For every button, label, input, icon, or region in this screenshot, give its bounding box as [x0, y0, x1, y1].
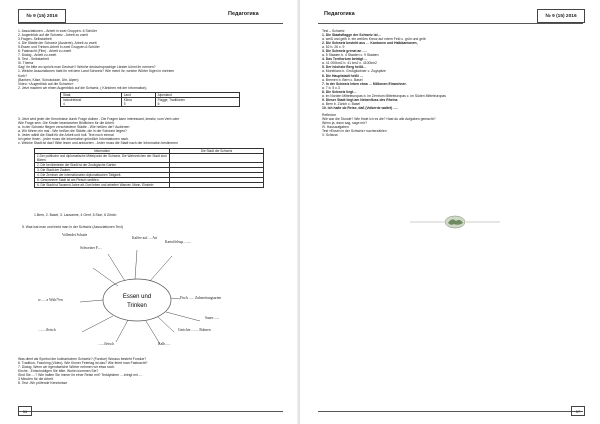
table-row [35, 183, 264, 188]
text-line: 5.Essen und Trinken-Arbeit in zwei Gruppen-6 Schüler [18, 45, 100, 50]
mindmap-word: Sauer....... [205, 316, 220, 320]
country-facts-table [60, 92, 240, 107]
table-row [35, 154, 264, 163]
page-number: 57 [571, 406, 585, 416]
text-line: Was dient als Symbol der kulinarischen Schweiz? (Fondue) Woraus besteht Fondue? [18, 357, 147, 361]
header-rule [18, 23, 283, 24]
ornament-divider [410, 214, 500, 230]
text-line: 1. Welche Assoziationen habt ihr mit dem Land Schweiz? Wie meint ihr, welche Wörter fügen in meinem [18, 69, 175, 74]
page-number: 56 [18, 406, 32, 416]
text-line: 3 Minuten für die Arbeit [18, 377, 53, 382]
table-header-cell: Information [35, 149, 170, 154]
text-line: Video: «Augenblick auf die Schweiz» [18, 81, 74, 86]
text-line: III. Thema [18, 61, 34, 66]
table-header-cell: Die Stadt der Schweiz [170, 149, 264, 154]
test-line: Wenn ja, dann sag, sage mir? [322, 121, 367, 126]
test-question: 5. Der höchste Berg heißt… [322, 65, 367, 70]
table-header-cell: Staat [61, 93, 122, 98]
test-line: a. weiß und gelb b. ein weißes Kreuz auf rotem Feld c. grün und gelb [322, 37, 426, 42]
text-line: Korb? [18, 73, 28, 78]
test-line: a. 5 Staaten b. 4 Staaten c. 9 Staaten [322, 53, 379, 58]
mindmap-word: w.......e Wüh??en [38, 298, 63, 302]
right-page [300, 0, 600, 424]
test-question: 8. Die Schweiz liegt… [322, 89, 357, 94]
text-line: 4. Die Städte der Schweiz (Austerie)- Arbeit zu zweit [18, 41, 97, 46]
swiss-test-text [322, 29, 582, 137]
test-question: 9. Dieser Stadt liegt am Nebenfluss des Rheins [322, 97, 398, 102]
table-cell: 4. Die Zentrum der internationalen diplomatischen Tätigkeit. [35, 173, 170, 178]
mindmap-center-bubble [103, 279, 171, 321]
test-line: Test «Essen in der Schweiz» nacherzählen [322, 129, 387, 134]
mindmap-word: .......fleisch [98, 342, 114, 346]
test-line: V. Schluss [322, 133, 338, 138]
exercises-6-8-text [18, 357, 283, 385]
header-rule [318, 23, 583, 24]
test-question: 7. In der Schweiz leben etwa … Millionen Einwohner. [322, 81, 407, 86]
footer-rule [18, 411, 283, 412]
text-line: 7. Dialog - Arbeit zu zweit [18, 53, 57, 58]
table-cell: Flagge, Traditionen 6 [155, 98, 239, 107]
cities-table [34, 148, 264, 188]
test-line: IV. Hausaufgaben [322, 125, 349, 130]
test-line: a. 52 b. 26 c. 9 [322, 45, 345, 50]
table-cell [170, 154, 264, 163]
mindmap-center-line2: Trinken [127, 303, 147, 309]
mindmap-word: Gerichte ........ Bohnen [178, 328, 211, 332]
journal-name: Педагогика [228, 11, 259, 17]
issue-number-box: № 9 (15) 2016 [537, 9, 585, 23]
text-line: a. Wir führen ein mal - Wie heißen die Städte, die in der Schweiz liegen? [18, 129, 127, 134]
test-line: a. Bremen b. Bern c. Basel [322, 77, 363, 82]
table-cell [170, 183, 264, 188]
text-line: Wie Frage sein. Die Kinder beantworten Bildfichen für die Arbeit. [18, 121, 115, 126]
journal-name: Педагогика [324, 11, 355, 17]
right-header [318, 9, 583, 23]
lesson-plan-list [18, 29, 283, 90]
text-line: 6. Tradition- Fasching (Video). Wie Kinner Feiertag ist das? Wie feiert man Fastnacht? [18, 361, 148, 366]
mindmap-center-line1: Essen und [122, 294, 152, 300]
test-line: Test – Schweiz [322, 29, 345, 33]
mindmap-word: .........fleisch [38, 328, 56, 332]
table-cell: 6. Die Stadt ist Tausend Jahre alt. Dort leben und arbeiten Wanner, Mann, Einstein [35, 183, 170, 188]
test-line: Reflexion [322, 112, 337, 117]
text-line: 3.Fragen- Selbstarbeit [18, 37, 52, 42]
answer-key: 1.Bern, 2. Basel, 3. Lausanne, 4 Genf, 5.Sion, 6 Zürich [34, 213, 117, 217]
text-line: 6. Fastnacht (Film) - Arbeit zu zweit [18, 49, 72, 54]
mindmap-title: 5. Was isst man und trinkt man in der Schweiz (Assoziationen Text) [22, 225, 123, 229]
test-line: a. Bern b. Zürich c. Basel [322, 101, 361, 106]
test-line: Wie war die Stunde? Wie finde ich es die? Hast du alle Aufgaben gemacht? [322, 116, 436, 121]
mindmap-word: Vollendet Schatte [62, 233, 88, 237]
text-line: Ich gebe Ihnen - jeder muss die Information gründlich Informationen nach. [18, 137, 130, 142]
test-line: a. 41 000km2 b. 41 km2 c. 4100km2 [322, 61, 377, 66]
test-question: 4. Das Territorium beträgt … [322, 57, 368, 62]
table-cell: 5. Gewonnene Stadt ist am Fleisch seditten. [35, 178, 170, 183]
text-line: (Banken, Käse, Schokolade, Uhr, Alpen) [18, 77, 79, 82]
table-cell: 3. Die Stadt der Zauber. [35, 168, 170, 173]
text-line: 3. Jetzt wird jeder die Kenntnisse durch Frage duiben - Die Fragen kann interessant, kreativ, vom Verb oder [18, 117, 180, 121]
test-question: 1. Die Staatsflagge der Schweiz ist… [322, 33, 381, 38]
text-line: 8. Test -Wir prüfende Kenntnisse [18, 381, 68, 386]
table-header-cell: Alpenland [155, 93, 239, 98]
table-cell: Industrieland 4 [61, 98, 122, 107]
mindmap-word: Schweizer F..... [80, 246, 103, 250]
test-line: a. im Norden Mitteleuropas b. im Zentrum Mitteleuropas c. im Süden Mitteleuropas [322, 93, 446, 98]
text-line: 2. Augenblick auf die Schweiz - Arbeit zu zweit [18, 33, 88, 38]
mindmap-word: Kartoffelsup......... [165, 240, 192, 244]
test-line: a. 7 b. 5 c.3 [322, 85, 340, 90]
issue-number-box: № 9 (15) 2016 [18, 9, 66, 23]
text-line: Sag! Ihr bitte wo spricht man Deutsch? Welche deutschsprachige Länder könnt ihr nennen? [18, 65, 156, 70]
mindmap-word: Kalb...... [158, 342, 171, 346]
text-line: b. Jeder wählt die Stadt für die Arbeit und holt. Text noch einmal [18, 133, 114, 138]
text-line: c. Welche Stadt ist das? Bitte lesen und antworten - Jeder muss die Stadt nach der Information bestimmen [18, 141, 178, 146]
mindmap-word: Kaffee auf..... Art [132, 236, 158, 240]
test-question: 2. Die Schweiz besteht aus … Kantonen und Halbkantonen, [322, 41, 418, 46]
footer-rule [318, 411, 583, 412]
exercise-3-text [18, 117, 283, 145]
table-cell: 2. Die berühmteste der Stadt ist der Zoologische Garten. [35, 163, 170, 168]
text-line: Sind Sie.....? Wie halten Sie immer ihr einer Reise mit? Teddybären ....bringt mir..... [18, 373, 143, 378]
text-line: 7. Dialog. Wenn wir irgendwelche Wörter nehmen wir etwa noch. [18, 365, 116, 370]
table-cell: 1.Der politische und diplomatische Mittelpunkt der Schweiz. Die Wahrzeichen der Stadt sind Bären. [35, 154, 170, 163]
text-line: a. In der Schweiz fliegen verschiedene Städte - Wie heißen die? Audienen [18, 125, 130, 130]
test-question: 3. Die Schweiz grenzt an …. [322, 49, 367, 54]
text-line: Kirche - Entschuldigen Sie bitte. Wohin kommen Sie? [18, 369, 99, 374]
mindmap-word: Fisch ...... Zubereitungsarten [180, 296, 222, 300]
table-header-cell: Land [121, 93, 155, 98]
test-question: 10. Ich halte ob Reise, daß (Volkerde waltet) ..... [322, 105, 398, 110]
test-line: a. Montblanc b. Großglockner c. Zugspitze [322, 69, 386, 74]
test-question: 6. Die Hauptstadt heißt … [322, 73, 364, 78]
mindmap [0, 228, 300, 358]
left-header [18, 9, 283, 23]
text-line: 2. Jetzt machen wir einen Augenblick auf die Schweiz, ( Kärtchen mit der Information). [18, 85, 148, 90]
table-cell: Klima 5 [121, 98, 155, 107]
text-line: 1. Assoziationen – Arbeit in zwei Gruppen- 6 Schüler [18, 29, 97, 33]
text-line: 8. Test - Selbstarbeit [18, 57, 49, 62]
